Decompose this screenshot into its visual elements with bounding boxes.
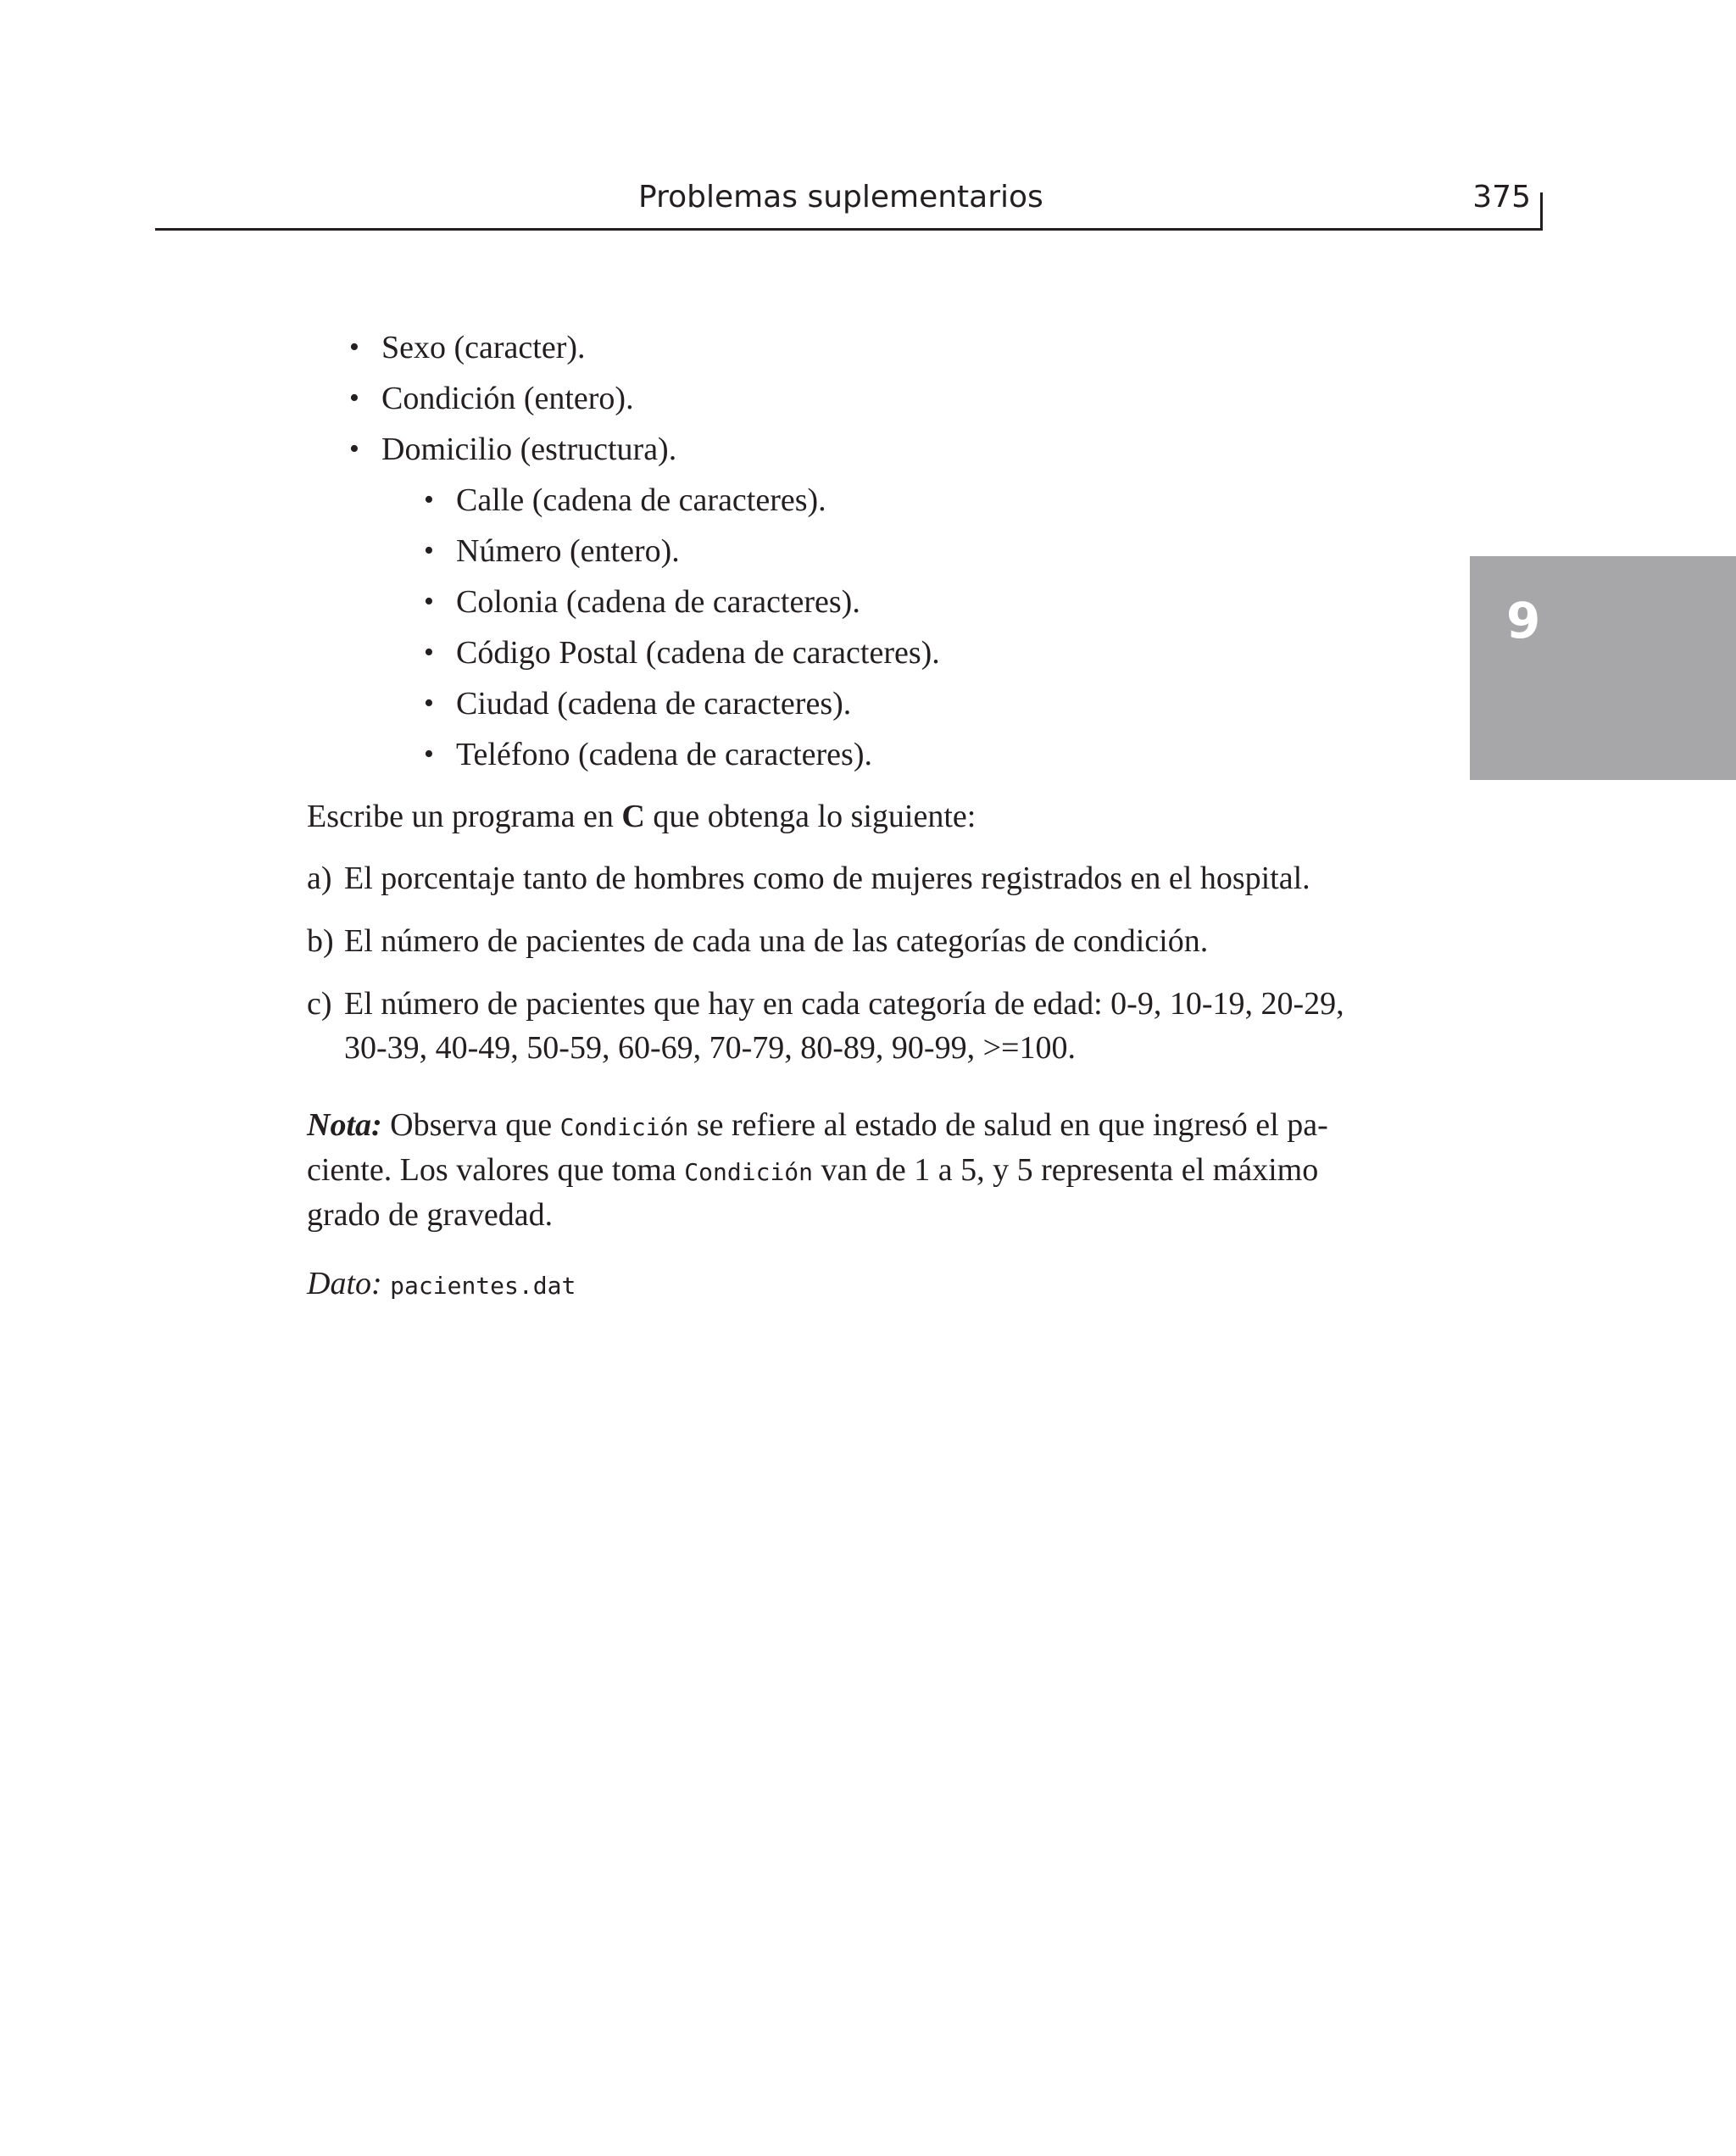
bullet-icon: • [349,382,359,414]
task-item-a [307,856,1434,900]
list-item [307,729,1434,780]
task-item-b [307,919,1434,963]
task-text: El número de pacientes de cada una de las categorías de condición. [344,923,1209,959]
body-text [307,322,1434,1307]
list-item [307,678,1434,729]
data-file-line [307,1262,1434,1307]
list-item-text: Condición (entero). [381,381,634,416]
chapter-tab [1470,556,1736,780]
list-item-text: Código Postal (cadena de caracteres). [456,635,940,671]
bullet-icon: • [424,484,434,515]
task-text: El porcentaje tanto de hombres como de mujeres registrados en el hospital. [344,861,1310,896]
language-name: C [621,799,645,834]
list-item [307,373,1434,424]
instructions-paragraph: Escribe un programa en C que obtenga lo siguiente: [307,799,976,834]
bullet-icon: • [424,637,434,668]
page-number: 375 [1472,180,1531,214]
bullet-icon: • [424,738,434,770]
code-term: Condición [559,1113,689,1141]
list-item [307,322,1434,373]
list-item-text: Número (entero). [456,533,680,569]
data-filename: pacientes.dat [390,1272,576,1300]
task-label: b) [307,923,334,959]
running-header-title: Problemas suplementarios [638,180,1043,214]
list-item-text: Ciudad (cadena de caracteres). [456,686,852,721]
bullet-icon: • [424,688,434,719]
task-label: a) [307,861,332,896]
header-corner-bar [1540,192,1543,231]
list-item-text: Domicilio (estructura). [381,432,677,467]
header-rule [155,228,1543,231]
list-item-text: Calle (cadena de caracteres). [456,482,826,518]
note-paragraph: Nota: Observa que Condición se refiere al estado de salud en que ingresó el pa- ciente. Los valores que toma Condición van de 1 a 5, y 5 representa el máximo grado de gravedad. [307,1107,1328,1233]
field-list [307,322,1434,780]
list-item [307,577,1434,627]
list-item-text: Sexo (caracter). [381,330,586,365]
list-item-text: Teléfono (cadena de caracteres). [456,737,872,772]
task-text-line-2: 30-39, 40-49, 50-59, 60-69, 70-79, 80-89, 90-99, >=100. [344,1030,1076,1066]
running-header [155,174,1543,230]
bullet-icon: • [349,433,359,465]
task-text-line-1: El número de pacientes que hay en cada categoría de edad: 0-9, 10-19, 20-29, [344,986,1344,1022]
note-label: Nota: [307,1107,382,1143]
task-label: c) [307,986,332,1022]
code-term: Condición [684,1158,814,1186]
bullet-icon: • [424,586,434,617]
data-label: Dato: [307,1266,382,1301]
chapter-number: 9 [1506,592,1541,649]
bullet-icon: • [349,331,359,363]
list-item [307,627,1434,678]
list-item [307,526,1434,577]
task-item-c [307,982,1434,1070]
list-item [307,475,1434,526]
list-item [307,424,1434,475]
list-item-text: Colonia (cadena de caracteres). [456,584,860,620]
bullet-icon: • [424,535,434,566]
